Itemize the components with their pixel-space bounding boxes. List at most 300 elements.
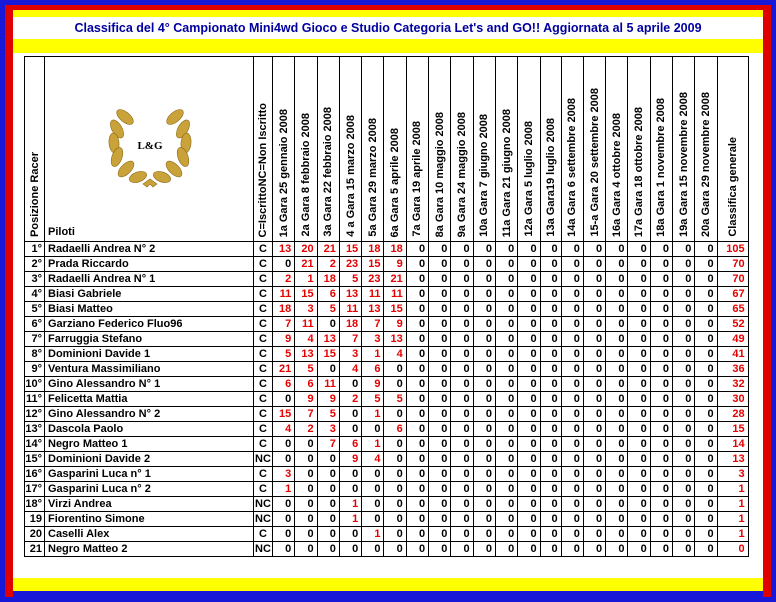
score-cell: 0: [540, 467, 561, 482]
score-cell: 18: [362, 242, 384, 257]
score-cell: 0: [518, 377, 540, 392]
score-cell: 0: [295, 497, 317, 512]
total-cell: 65: [717, 302, 748, 317]
score-cell: 0: [495, 407, 517, 422]
score-cell: 0: [451, 422, 473, 437]
score-cell: 0: [518, 527, 540, 542]
table-row: [25, 467, 749, 482]
score-cell: 7: [317, 437, 339, 452]
table-row: [25, 272, 749, 287]
score-cell: 0: [473, 392, 495, 407]
score-cell: 5: [384, 392, 406, 407]
score-cell: 0: [451, 347, 473, 362]
header-race-14: 14a Gara 6 settembre 2008: [561, 57, 583, 242]
score-cell: 18: [317, 272, 339, 287]
score-cell: 0: [362, 497, 384, 512]
header-race-15: 15-a Gara 20 settembre 2008: [583, 57, 605, 242]
header-race-9: 9a Gara 24 maggio 2008: [451, 57, 473, 242]
score-cell: 0: [561, 377, 583, 392]
score-cell: 0: [673, 422, 695, 437]
score-cell: 0: [695, 467, 717, 482]
score-cell: 5: [339, 272, 361, 287]
score-cell: 0: [561, 407, 583, 422]
pilot-name-cell: Garziano Federico Fluo96: [45, 317, 254, 332]
score-cell: 0: [495, 347, 517, 362]
score-cell: 0: [518, 272, 540, 287]
score-cell: 0: [606, 377, 628, 392]
position-cell: 9°: [25, 362, 45, 377]
score-cell: 0: [295, 437, 317, 452]
score-cell: 0: [695, 392, 717, 407]
score-cell: 0: [583, 422, 605, 437]
score-cell: 0: [473, 332, 495, 347]
score-cell: 0: [628, 347, 650, 362]
score-cell: 0: [583, 497, 605, 512]
score-cell: 0: [561, 272, 583, 287]
score-cell: 0: [429, 257, 451, 272]
score-cell: 0: [406, 467, 428, 482]
header-race-11: 11a Gara 21 giugno 2008: [495, 57, 517, 242]
score-cell: 0: [628, 377, 650, 392]
score-cell: 0: [673, 287, 695, 302]
position-cell: 7°: [25, 332, 45, 347]
total-cell: 32: [717, 377, 748, 392]
header-race-20: 20a Gara 29 novembre 2008: [695, 57, 717, 242]
score-cell: 0: [606, 347, 628, 362]
total-cell: 14: [717, 437, 748, 452]
score-cell: 0: [561, 332, 583, 347]
position-cell: 17°: [25, 482, 45, 497]
score-cell: 0: [473, 272, 495, 287]
pilot-name-cell: Biasi Gabriele: [45, 287, 254, 302]
total-cell: 30: [717, 392, 748, 407]
score-cell: 0: [695, 362, 717, 377]
header-position: Posizione Racer: [25, 57, 45, 242]
score-cell: 13: [295, 347, 317, 362]
svg-text:L&G: L&G: [137, 140, 163, 152]
score-cell: 6: [384, 422, 406, 437]
score-cell: 0: [650, 452, 672, 467]
score-cell: 0: [673, 482, 695, 497]
score-cell: 0: [650, 422, 672, 437]
score-cell: 0: [561, 482, 583, 497]
score-cell: 0: [650, 542, 672, 557]
score-cell: 0: [606, 392, 628, 407]
status-cell: NC: [255, 453, 271, 465]
score-cell: 0: [695, 287, 717, 302]
score-cell: 13: [384, 332, 406, 347]
score-cell: 0: [540, 302, 561, 317]
score-cell: 13: [317, 332, 339, 347]
status-cell: C: [254, 317, 273, 332]
score-cell: 5: [295, 362, 317, 377]
score-cell: 0: [273, 527, 295, 542]
status-cell: C: [254, 437, 273, 452]
pilot-name-cell: Farruggia Stefano: [45, 332, 254, 347]
score-cell: 18: [339, 317, 361, 332]
page-title: Classifica del 4° Campionato Mini4wd Gioco e Studio Categoria Let's and GO!! Aggiornata al 5 aprile 2009: [74, 21, 702, 35]
score-cell: 2: [273, 272, 295, 287]
score-cell: 0: [429, 512, 451, 527]
score-cell: 0: [295, 512, 317, 527]
laurel-wreath-logo: [95, 87, 205, 197]
status-cell: C: [254, 482, 273, 497]
score-cell: 0: [406, 242, 428, 257]
score-cell: 0: [695, 437, 717, 452]
score-cell: 0: [317, 527, 339, 542]
score-cell: 0: [273, 437, 295, 452]
score-cell: 0: [362, 542, 384, 557]
score-cell: 0: [406, 452, 428, 467]
score-cell: 0: [695, 332, 717, 347]
score-cell: 0: [451, 482, 473, 497]
score-cell: 9: [273, 332, 295, 347]
score-cell: 0: [673, 302, 695, 317]
score-cell: 0: [473, 437, 495, 452]
score-cell: 0: [673, 242, 695, 257]
score-cell: 6: [339, 437, 361, 452]
score-cell: 15: [339, 242, 361, 257]
score-cell: 0: [451, 302, 473, 317]
score-cell: 5: [362, 392, 384, 407]
score-cell: 0: [495, 302, 517, 317]
score-cell: 0: [339, 482, 361, 497]
total-cell: 1: [717, 497, 748, 512]
pilot-name-cell: Gasparini Luca n° 2: [45, 482, 254, 497]
score-cell: 9: [384, 317, 406, 332]
score-cell: 0: [606, 422, 628, 437]
score-cell: 0: [650, 512, 672, 527]
score-cell: 0: [561, 467, 583, 482]
pilot-name-cell: Dominioni Davide 1: [45, 347, 254, 362]
score-cell: 0: [540, 497, 561, 512]
score-cell: 0: [295, 452, 317, 467]
position-cell: 14°: [25, 437, 45, 452]
table-row: [25, 422, 749, 437]
score-cell: 0: [606, 302, 628, 317]
score-cell: 0: [695, 347, 717, 362]
score-cell: 0: [406, 542, 428, 557]
header-status: C=IscrittoNC=Non Iscritto: [254, 57, 273, 242]
score-cell: 0: [495, 377, 517, 392]
status-cell: C: [254, 407, 273, 422]
status-cell: C: [254, 422, 273, 437]
score-cell: 0: [606, 497, 628, 512]
total-cell: 36: [717, 362, 748, 377]
score-cell: 0: [384, 482, 406, 497]
score-cell: 0: [429, 497, 451, 512]
score-cell: 18: [273, 302, 295, 317]
score-cell: 7: [295, 407, 317, 422]
score-cell: 0: [628, 527, 650, 542]
score-cell: 0: [650, 257, 672, 272]
score-cell: 0: [583, 482, 605, 497]
table-row: [25, 362, 749, 377]
total-cell: 1: [717, 512, 748, 527]
score-cell: 0: [583, 302, 605, 317]
score-cell: 0: [628, 512, 650, 527]
score-cell: 0: [583, 317, 605, 332]
total-cell: 1: [717, 482, 748, 497]
score-cell: 0: [273, 542, 295, 557]
position-cell: 3°: [25, 272, 45, 287]
pilot-name-cell: Dascola Paolo: [45, 422, 254, 437]
score-cell: 0: [451, 257, 473, 272]
position-cell: 12°: [25, 407, 45, 422]
score-cell: 0: [695, 302, 717, 317]
score-cell: 0: [650, 437, 672, 452]
score-cell: 0: [650, 302, 672, 317]
pilot-name-cell: Felicetta Mattia: [45, 392, 254, 407]
score-cell: 0: [451, 452, 473, 467]
score-cell: 4: [339, 362, 361, 377]
position-cell: 4°: [25, 287, 45, 302]
score-cell: 0: [518, 287, 540, 302]
score-cell: 0: [606, 362, 628, 377]
score-cell: 0: [628, 317, 650, 332]
pilot-name-cell: Gasparini Luca n° 1: [45, 467, 254, 482]
score-cell: 0: [473, 512, 495, 527]
score-cell: 15: [295, 287, 317, 302]
score-cell: 0: [606, 467, 628, 482]
score-cell: 0: [406, 332, 428, 347]
score-cell: 0: [628, 302, 650, 317]
header-race-13: 13a Gara19 luglio 2008: [540, 57, 561, 242]
score-cell: 21: [295, 257, 317, 272]
score-cell: 0: [317, 467, 339, 482]
status-cell: C: [254, 257, 273, 272]
pilot-name-cell: Fiorentino Simone: [45, 512, 254, 527]
header-race-10: 10a Gara 7 giugno 2008: [473, 57, 495, 242]
header-row: [25, 57, 749, 242]
total-cell: 0: [717, 542, 748, 557]
score-cell: 2: [317, 257, 339, 272]
score-cell: 5: [317, 407, 339, 422]
score-cell: 0: [606, 287, 628, 302]
score-cell: 0: [561, 362, 583, 377]
score-cell: 0: [429, 242, 451, 257]
score-cell: 0: [583, 377, 605, 392]
score-cell: 9: [384, 257, 406, 272]
score-cell: 0: [451, 467, 473, 482]
score-cell: 0: [495, 287, 517, 302]
score-cell: 0: [362, 422, 384, 437]
score-cell: 0: [473, 257, 495, 272]
score-cell: 0: [384, 512, 406, 527]
header-race-2: 2a Gara 8 febbraio 2008: [295, 57, 317, 242]
score-cell: 9: [295, 392, 317, 407]
score-cell: 0: [451, 527, 473, 542]
score-cell: 0: [406, 482, 428, 497]
score-cell: 0: [495, 482, 517, 497]
score-cell: 13: [362, 302, 384, 317]
score-cell: 0: [384, 377, 406, 392]
score-cell: 0: [673, 332, 695, 347]
status-cell: C: [254, 347, 273, 362]
position-cell: 21: [25, 542, 45, 557]
score-cell: 0: [518, 482, 540, 497]
score-cell: 0: [606, 257, 628, 272]
total-cell: 67: [717, 287, 748, 302]
score-cell: 0: [406, 407, 428, 422]
score-cell: 0: [495, 317, 517, 332]
score-cell: 0: [317, 362, 339, 377]
score-cell: 13: [273, 242, 295, 257]
score-cell: 1: [362, 527, 384, 542]
frame-blue-bottom: [13, 591, 763, 597]
score-cell: 0: [317, 452, 339, 467]
score-cell: 0: [451, 512, 473, 527]
score-cell: 0: [339, 407, 361, 422]
score-cell: 0: [695, 407, 717, 422]
header-race-12: 12a Gara 5 luglio 2008: [518, 57, 540, 242]
score-cell: 0: [695, 422, 717, 437]
table-row: [25, 347, 749, 362]
total-cell: 3: [717, 467, 748, 482]
score-cell: 3: [339, 347, 361, 362]
score-cell: 0: [406, 362, 428, 377]
score-cell: 0: [673, 392, 695, 407]
score-cell: 0: [583, 452, 605, 467]
position-cell: 13°: [25, 422, 45, 437]
position-cell: 18°: [25, 497, 45, 512]
score-cell: 0: [628, 257, 650, 272]
score-cell: 0: [429, 377, 451, 392]
score-cell: 2: [295, 422, 317, 437]
score-cell: 0: [561, 512, 583, 527]
status-cell: C: [254, 527, 273, 542]
score-cell: 0: [540, 317, 561, 332]
score-cell: 0: [583, 392, 605, 407]
header-pilots-label: Piloti: [48, 226, 75, 238]
position-cell: 20: [25, 527, 45, 542]
position-cell: 2°: [25, 257, 45, 272]
score-cell: 4: [362, 452, 384, 467]
status-cell: C: [254, 272, 273, 287]
score-cell: 1: [273, 482, 295, 497]
score-cell: 0: [673, 362, 695, 377]
score-cell: 0: [339, 527, 361, 542]
score-cell: 0: [295, 482, 317, 497]
score-cell: 0: [473, 542, 495, 557]
score-cell: 0: [650, 377, 672, 392]
score-cell: 0: [540, 527, 561, 542]
score-cell: 0: [650, 407, 672, 422]
score-cell: 0: [540, 407, 561, 422]
score-cell: 11: [384, 287, 406, 302]
score-cell: 0: [451, 332, 473, 347]
score-cell: 0: [495, 512, 517, 527]
score-cell: 0: [695, 242, 717, 257]
score-cell: 0: [606, 542, 628, 557]
score-cell: 0: [495, 542, 517, 557]
score-cell: 0: [606, 407, 628, 422]
pilot-name-cell: Caselli Alex: [45, 527, 254, 542]
score-cell: 0: [384, 527, 406, 542]
score-cell: 0: [540, 257, 561, 272]
score-cell: 0: [451, 287, 473, 302]
score-cell: 0: [583, 527, 605, 542]
score-cell: 11: [317, 377, 339, 392]
score-cell: 11: [339, 302, 361, 317]
score-cell: 3: [273, 467, 295, 482]
score-cell: 0: [451, 497, 473, 512]
score-cell: 0: [473, 377, 495, 392]
header-total: Classifica generale: [717, 57, 748, 242]
score-cell: 0: [540, 362, 561, 377]
score-cell: 0: [473, 242, 495, 257]
table-row: [25, 437, 749, 452]
score-cell: 0: [362, 467, 384, 482]
total-cell: 15: [717, 422, 748, 437]
score-cell: 0: [317, 542, 339, 557]
score-cell: 0: [473, 407, 495, 422]
score-cell: 9: [362, 377, 384, 392]
standings-table: [24, 56, 749, 557]
score-cell: 0: [317, 482, 339, 497]
score-cell: 3: [317, 422, 339, 437]
pilot-name-cell: Virzi Andrea: [45, 497, 254, 512]
header-race-6: 6a Gara 5 aprile 2008: [384, 57, 406, 242]
score-cell: 0: [406, 302, 428, 317]
score-cell: 0: [540, 437, 561, 452]
pilot-name-cell: Negro Matteo 2: [45, 542, 254, 557]
score-cell: 0: [518, 302, 540, 317]
score-cell: 3: [295, 302, 317, 317]
score-cell: 1: [362, 347, 384, 362]
score-cell: 18: [384, 242, 406, 257]
header-race-5: 5a Gara 29 marzo 2008: [362, 57, 384, 242]
score-cell: 0: [451, 542, 473, 557]
score-cell: 0: [695, 512, 717, 527]
score-cell: 0: [628, 407, 650, 422]
score-cell: 0: [495, 497, 517, 512]
score-cell: 0: [451, 317, 473, 332]
score-cell: 4: [273, 422, 295, 437]
score-cell: 0: [518, 242, 540, 257]
score-cell: 0: [473, 497, 495, 512]
score-cell: 15: [273, 407, 295, 422]
score-cell: 21: [317, 242, 339, 257]
score-cell: 0: [606, 242, 628, 257]
pilot-name-cell: Ventura Massimiliano: [45, 362, 254, 377]
score-cell: 15: [362, 257, 384, 272]
score-cell: 0: [273, 257, 295, 272]
score-cell: 3: [362, 332, 384, 347]
score-cell: 0: [650, 332, 672, 347]
score-cell: 0: [495, 527, 517, 542]
score-cell: 0: [561, 287, 583, 302]
score-cell: 0: [673, 497, 695, 512]
score-cell: 0: [495, 452, 517, 467]
score-cell: 0: [473, 467, 495, 482]
score-cell: 0: [540, 272, 561, 287]
score-cell: 0: [583, 287, 605, 302]
score-cell: 9: [339, 452, 361, 467]
table-row: [25, 317, 749, 332]
position-cell: 6°: [25, 317, 45, 332]
total-cell: 52: [717, 317, 748, 332]
score-cell: 0: [273, 452, 295, 467]
score-cell: 0: [429, 437, 451, 452]
score-cell: 0: [518, 437, 540, 452]
score-cell: 0: [673, 317, 695, 332]
score-cell: 0: [695, 497, 717, 512]
status-cell: C: [254, 287, 273, 302]
score-cell: 0: [429, 392, 451, 407]
score-cell: 0: [583, 407, 605, 422]
score-cell: 0: [384, 497, 406, 512]
